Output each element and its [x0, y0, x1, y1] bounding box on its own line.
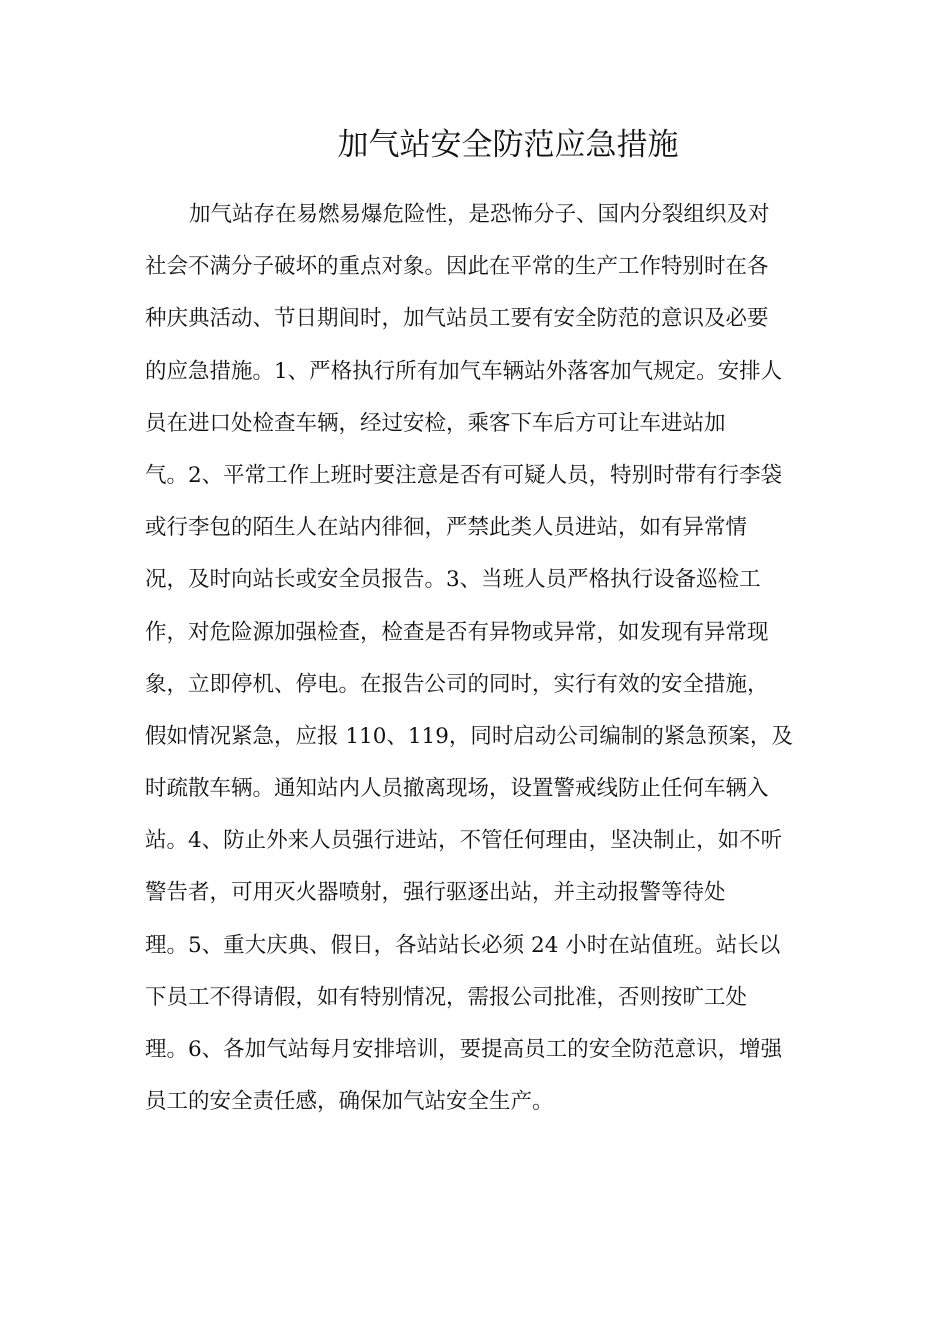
body-line-8: 况，及时向站长或安全员报告。3、当班人员严格执行设备巡检工: [145, 567, 761, 593]
document-body: [145, 192, 805, 1131]
body-line-15: 理。5、重大庆典、假日，各站站长必须 24 小时在站值班。站长以: [145, 932, 781, 958]
body-line-17: 理。6、各加气站每月安排培训，要提高员工的安全防范意识，增强: [145, 1037, 783, 1062]
body-line-14: 警告者，可用灭火器喷射，强行驱逐出站，并主动报警等待处: [145, 880, 726, 906]
body-line-1: 加气站存在易燃易爆危险性，是恐怖分子、国内分裂组织及对: [189, 202, 770, 227]
body-line-10: 象，立即停机、停电。在报告公司的同时，实行有效的安全措施，: [145, 671, 769, 697]
body-line-11: 假如情况紧急，应报 110、119，同时启动公司编制的紧急预案，及: [145, 723, 793, 749]
body-line-16: 下员工不得请假，如有特别情况，需报公司批准，否则按旷工处: [145, 984, 748, 1010]
body-line-6: 气。2、平常工作上班时要注意是否有可疑人员，特别时带有行李袋: [145, 462, 783, 488]
body-line-12: 时疏散车辆。通知站内人员撤离现场，设置警戒线防止任何车辆入: [145, 776, 769, 802]
body-line-7: 或行李包的陌生人在站内徘徊，严禁此类人员进站，如有异常情: [145, 515, 748, 541]
body-line-4: 的应急措施。1、严格执行所有加气车辆站外落客加气规定。安排人: [145, 358, 783, 384]
body-line-13: 站。4、防止外来人员强行进站，不管任何理由，坚决制止，如不听: [145, 828, 783, 854]
body-line-5: 员在进口处检查车辆，经过安检，乘客下车后方可让车进站加: [145, 410, 726, 436]
body-line-2: 社会不满分子破坏的重点对象。因此在平常的生产工作特别时在各: [145, 254, 769, 280]
body-line-9: 作，对危险源加强检查，检查是否有异物或异常，如发现有异常现: [145, 619, 769, 645]
document-title: 加气站安全防范应急措施: [337, 127, 679, 163]
body-line-18: 员工的安全责任感，确保加气站安全生产。: [145, 1089, 554, 1115]
body-line-3: 种庆典活动、节日期间时，加气站员工要有安全防范的意识及必要: [145, 306, 769, 332]
